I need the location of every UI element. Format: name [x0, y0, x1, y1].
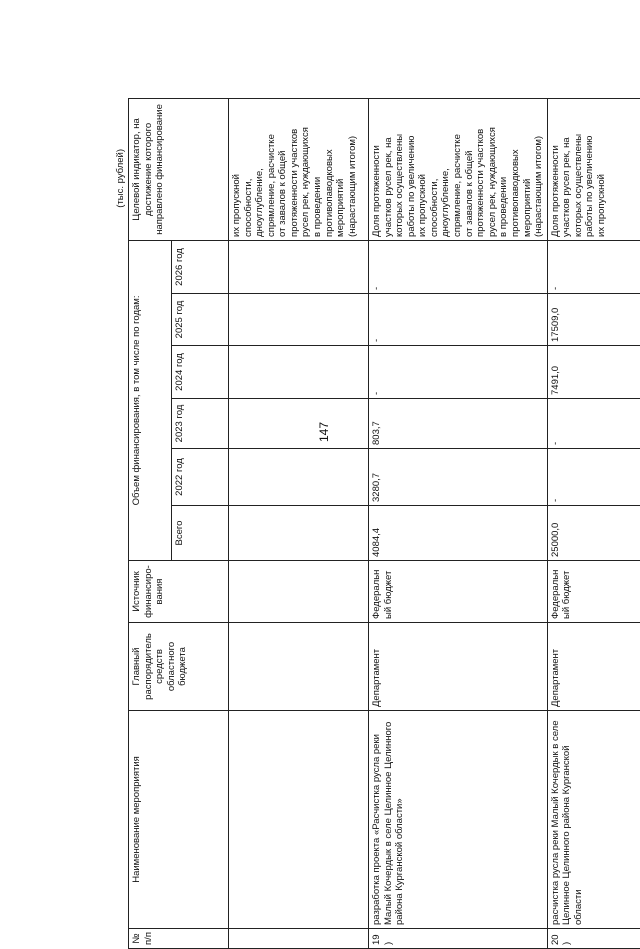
cont-source: [229, 561, 369, 623]
row-2023: 803,7: [369, 399, 548, 449]
header-2024: 2024 год: [172, 346, 229, 399]
header-indicator: Целевой индикатор, на достижение которого направлено финансирование: [129, 98, 229, 240]
header-num: № п/п: [129, 929, 229, 949]
row-admin: Департамент: [369, 623, 548, 711]
table-row: [369, 98, 548, 948]
cont-2023: [229, 399, 369, 449]
rotated-table-sheet: [114, 104, 607, 949]
financing-table: [128, 98, 640, 949]
continuation-row: [229, 98, 369, 948]
row-2025: -: [369, 294, 548, 346]
table-row: [547, 98, 640, 948]
header-source: Источник финансиро-вания: [129, 561, 229, 623]
row-total: 25000,0: [547, 506, 640, 561]
cont-num: [229, 929, 369, 949]
row-source: Федеральный бюджет: [369, 561, 548, 623]
row-2026: -: [369, 240, 548, 293]
row-num: 19): [369, 929, 548, 949]
units-note: (тыс. рублей): [115, 149, 126, 208]
cont-2026: [229, 240, 369, 293]
header-name: Наименование мероприятия: [129, 711, 229, 929]
row-2022: 3280,7: [369, 449, 548, 506]
page-number: 147: [317, 421, 331, 443]
cont-name: [229, 711, 369, 929]
row-indicator: Доля протяженности участков русел рек, на которых осуществлены работы по увеличению их пропускной способности, дноуглубление, спрямление, расчистке от завалов к общей протяженности участков русел рек, нуждающихся в проведении противопаводковых мероприятий (нарастающим итогом): [369, 98, 548, 240]
row-indicator: Доля протяженности участков русел рек, на которых осуществлены работы по увеличению их пропускной: [547, 98, 640, 240]
header-2022: 2022 год: [172, 449, 229, 506]
header-2025: 2025 год: [172, 294, 229, 346]
cont-indicator: их пропускной способности, дноуглубление, спрямление, расчистке от завалов к общей протяженности участков русел рек, нуждающихся в проведении противопаводковых мероприятий (нарастающим итогом): [229, 98, 369, 240]
row-2026: -: [547, 240, 640, 293]
cont-total: [229, 506, 369, 561]
header-2026: 2026 год: [172, 240, 229, 293]
row-name: расчистка русла реки Малый Кочердык в селе Целинное Целинного района Курганской области: [547, 711, 640, 929]
row-2025: 17509,0: [547, 294, 640, 346]
row-source: Федеральный бюджет: [547, 561, 640, 623]
cont-2022: [229, 449, 369, 506]
cont-admin: [229, 623, 369, 711]
row-2022: -: [547, 449, 640, 506]
row-total: 4084,4: [369, 506, 548, 561]
row-2024: 7491,0: [547, 346, 640, 399]
row-2024: -: [369, 346, 548, 399]
header-2023: 2023 год: [172, 399, 229, 449]
header-row-1: [129, 98, 172, 948]
cont-2024: [229, 346, 369, 399]
row-2023: -: [547, 399, 640, 449]
cont-2025: [229, 294, 369, 346]
row-name: разработка проекта «Расчистка русла реки Малый Кочердык в селе Целинное Целинного района Курганской области»: [369, 711, 548, 929]
header-volume: Объем финансирования, в том числе по годам:: [129, 240, 172, 560]
row-num: 20): [547, 929, 640, 949]
header-admin: Главный распорядитель средств областного бюджета: [129, 623, 229, 711]
row-admin: Департамент: [547, 623, 640, 711]
header-total: Всего: [172, 506, 229, 561]
